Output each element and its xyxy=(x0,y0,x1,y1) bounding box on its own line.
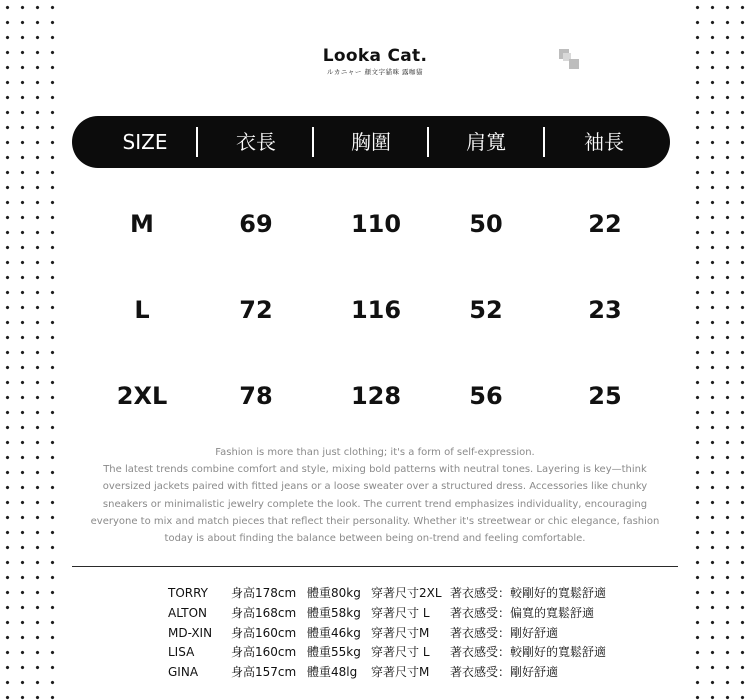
header-length: 衣長 xyxy=(236,130,276,154)
model-weight: 體重48lg xyxy=(307,665,358,680)
model-fit-feel: 著衣感受：剛好舒適 xyxy=(450,625,559,640)
model-height: 身高168cm xyxy=(231,605,297,620)
description-line: sneakers or minimalistic jewelry complete the look. The current trend emphasizes individuality, encouraging xyxy=(102,498,648,510)
cell-length: 69 xyxy=(239,210,273,238)
description-line: today is about finding the balance between being on-trend and feeling comfortable. xyxy=(164,533,586,545)
header-chest: 胸圍 xyxy=(351,130,391,154)
header-size: SIZE xyxy=(122,130,168,154)
cell-sleeve: 25 xyxy=(588,382,622,410)
description-line: The latest trends combine comfort and style, mixing bold patterns with neutral tones. Layering is key—think xyxy=(103,464,647,476)
model-size: 穿著尺寸M xyxy=(371,665,430,680)
model-height: 身高160cm xyxy=(231,645,297,660)
header-divider xyxy=(196,127,198,157)
size-table-header xyxy=(72,116,670,168)
header-divider xyxy=(543,127,545,157)
model-fit-feel: 著衣感受：剛好舒適 xyxy=(450,665,559,680)
table-row xyxy=(0,204,750,244)
header-shoulder: 肩寬 xyxy=(466,130,506,154)
model-weight: 體重46kg xyxy=(307,625,361,640)
cell-size: 2XL xyxy=(116,382,168,410)
brand-logo-subtitle: ルカニャー 顏文字貓咪 露咖貓 xyxy=(326,68,424,76)
cell-sleeve: 23 xyxy=(588,296,622,324)
model-name: TORRY xyxy=(168,586,209,600)
model-height: 身高178cm xyxy=(231,586,297,600)
model-weight: 體重55kg xyxy=(307,645,361,660)
cell-chest: 116 xyxy=(350,296,402,324)
cell-chest: 128 xyxy=(350,382,402,410)
cell-size: L xyxy=(134,296,150,324)
cell-chest: 110 xyxy=(350,210,402,238)
model-name: LISA xyxy=(168,645,195,660)
table-row xyxy=(0,290,750,330)
table-row xyxy=(0,376,750,416)
header-sleeve: 袖長 xyxy=(584,130,624,154)
model-fit-feel: 著衣感受：較剛好的寬鬆舒適 xyxy=(450,645,607,660)
model-name: GINA xyxy=(168,665,199,680)
model-size: 穿著尺寸 L xyxy=(371,605,430,620)
brand-logo xyxy=(0,46,750,76)
header-divider xyxy=(427,127,429,157)
cell-length: 72 xyxy=(239,296,273,324)
cell-length: 78 xyxy=(239,382,273,410)
fashion-description xyxy=(80,444,670,547)
section-divider xyxy=(72,566,678,567)
model-name: ALTON xyxy=(168,605,207,620)
model-name: MD-XIN xyxy=(168,625,213,640)
model-weight: 體重80kg xyxy=(307,586,361,600)
header-divider xyxy=(312,127,314,157)
cell-sleeve: 22 xyxy=(588,210,622,238)
model-size: 穿著尺寸 L xyxy=(371,645,430,660)
cell-shoulder: 52 xyxy=(469,296,503,324)
cell-shoulder: 50 xyxy=(469,210,503,238)
description-line: oversized jackets paired with fitted jeans or a loose sweater over a structured dress. Accessories like chunky xyxy=(102,481,648,493)
description-line: everyone to mix and match pieces that reflect their personality. Whether it's streetwear or chic elegance, fashion xyxy=(90,515,660,527)
model-height: 身高157cm xyxy=(231,665,297,680)
decorative-squares-icon xyxy=(559,49,581,71)
description-line: Fashion is more than just clothing; it's a form of self-expression. xyxy=(215,447,535,458)
model-fit-feel: 著衣感受：較剛好的寬鬆舒適 xyxy=(450,586,607,600)
model-fit-feel: 著衣感受：偏寬的寬鬆舒適 xyxy=(450,605,595,620)
model-weight: 體重58kg xyxy=(307,605,361,620)
model-height: 身高160cm xyxy=(231,625,297,640)
brand-logo-title: Looka Cat. xyxy=(322,46,428,66)
cell-size: M xyxy=(130,210,154,238)
model-size: 穿著尺寸M xyxy=(371,625,430,640)
model-size: 穿著尺寸2XL xyxy=(371,586,442,600)
cell-shoulder: 56 xyxy=(469,382,503,410)
